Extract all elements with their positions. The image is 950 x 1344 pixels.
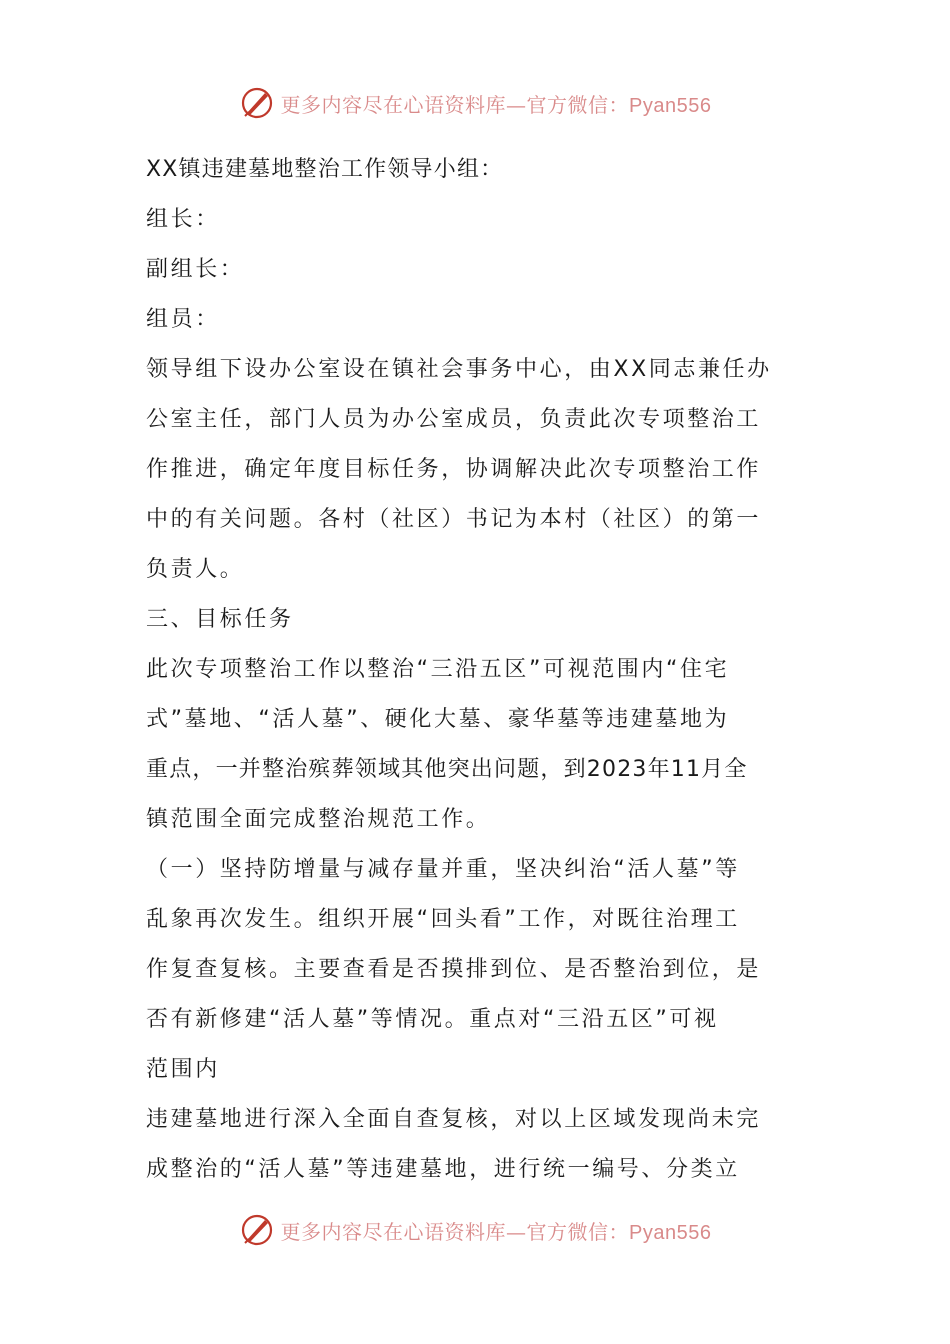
doc-line-13: 重点，一并整治殡葬领域其他突出问题，到2023年11月全 — [146, 757, 748, 782]
watermark-wechat-id: Pyan556 — [629, 1221, 712, 1244]
doc-line-19: 范围内 — [146, 1057, 220, 1082]
doc-line-20: 违建墓地进行深入全面自查复核，对以上区域发现尚未完 — [146, 1107, 762, 1132]
doc-line-2: 组长： — [146, 207, 220, 232]
doc-line-15: （一）坚持防增量与减存量并重，坚决纠治“活人墓”等 — [146, 857, 740, 882]
doc-line-18: 否有新修建“活人墓”等情况。重点对“三沿五区”可视 — [146, 1007, 719, 1032]
doc-line-5: 领导组下设办公室设在镇社会事务中心，由XX同志兼任办 — [146, 357, 772, 382]
doc-line-17: 作复查复核。主要查看是否摸排到位、是否整治到位，是 — [146, 957, 762, 982]
doc-line-7: 作推进，确定年度目标任务，协调解决此次专项整治工作 — [146, 457, 762, 482]
doc-line-21: 成整治的“活人墓”等违建墓地，进行统一编号、分类立 — [146, 1157, 740, 1182]
doc-line-3: 副组长： — [146, 257, 245, 282]
doc-line-6: 公室主任，部门人员为办公室成员，负责此次专项整治工 — [146, 407, 762, 432]
quill-pen-logo-icon — [239, 1212, 275, 1248]
document-body — [146, 145, 810, 1195]
doc-line-1: XX镇违建墓地整治工作领导小组： — [146, 157, 504, 182]
watermark-text: 更多内容尽在心语资料库—官方微信：Pyan556 — [280, 92, 712, 117]
footer-watermark — [0, 1210, 950, 1250]
header-watermark — [0, 83, 950, 123]
doc-line-9: 负责人。 — [146, 557, 245, 582]
section-heading: 三、目标任务 — [146, 607, 294, 632]
doc-line-11: 此次专项整治工作以整治“三沿五区”可视范围内“住宅 — [146, 657, 730, 682]
doc-line-16: 乱象再次发生。组织开展“回头看”工作，对既往治理工 — [146, 907, 740, 932]
watermark-wechat-id: Pyan556 — [629, 94, 712, 117]
doc-line-12: 式”墓地、“活人墓”、硬化大墓、豪华墓等违建墓地为 — [146, 707, 730, 732]
watermark-text: 更多内容尽在心语资料库—官方微信：Pyan556 — [280, 1219, 712, 1244]
doc-line-4: 组员： — [146, 307, 220, 332]
doc-line-8: 中的有关问题。各村（社区）书记为本村（社区）的第一 — [146, 507, 762, 532]
doc-line-14: 镇范围全面完成整治规范工作。 — [146, 807, 491, 832]
quill-pen-logo-icon — [239, 85, 275, 121]
